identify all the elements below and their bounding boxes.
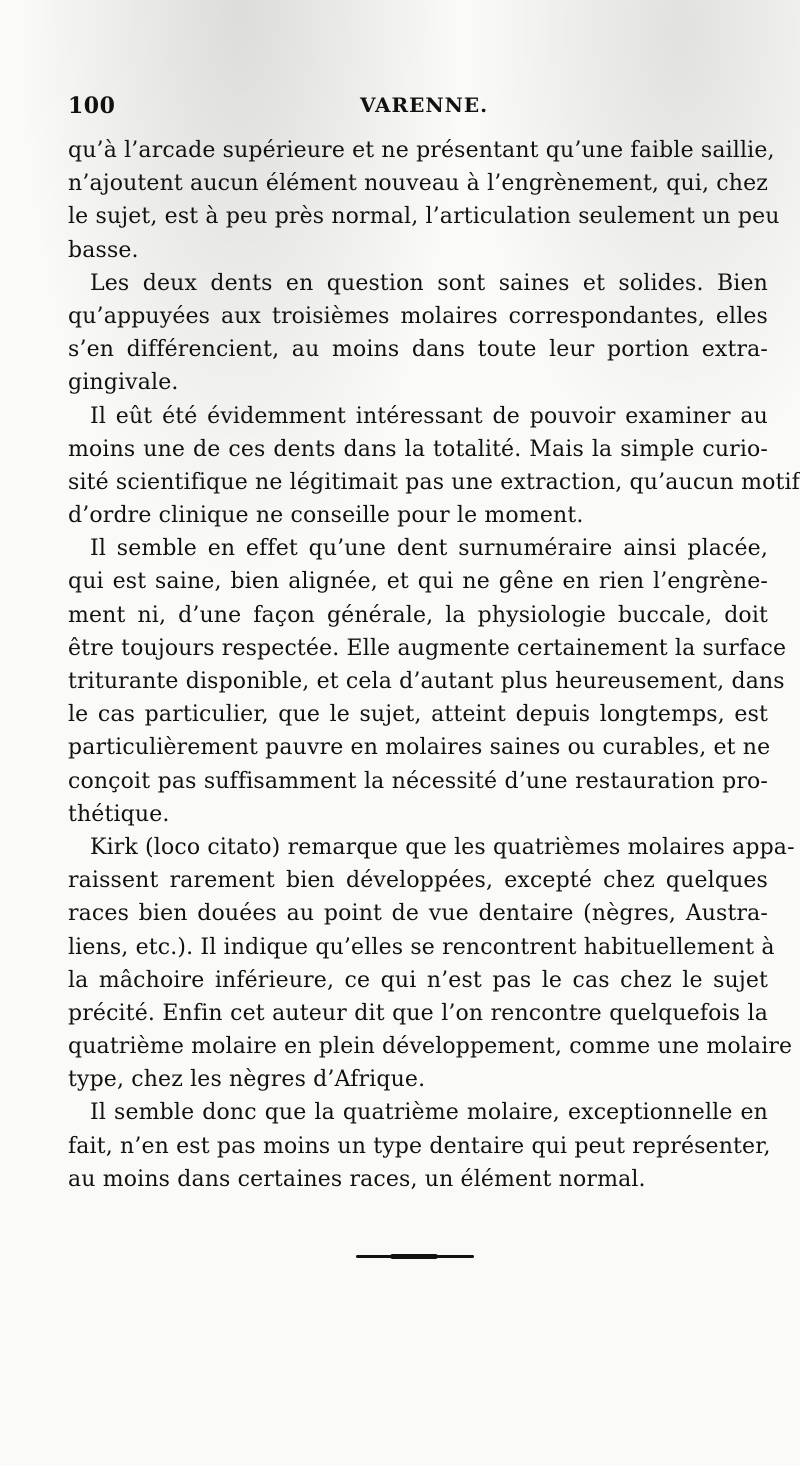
text-line: fait, n’en est pas moins un type dentaire qui peut représenter, [68, 1133, 771, 1159]
text-line: particulièrement pauvre en molaires saines ou curables, et ne [68, 735, 771, 761]
text-line: le cas particulier, que le sujet, atteint depuis longtemps, est [68, 702, 768, 728]
text-line: Kirk (loco citato) remarque que les quatrièmes molaires appa- [90, 834, 795, 860]
text-line: Les deux dents en question sont saines et solides. Bien [90, 270, 768, 296]
text-line: la mâchoire inférieure, ce qui n’est pas le cas chez le sujet [68, 967, 768, 993]
text-line: d’ordre clinique ne conseille pour le moment. [68, 503, 584, 529]
text-line: races bien douées au point de vue dentaire (nègres, Austra- [68, 901, 768, 927]
text-line: raissent rarement bien développées, excepté chez quelques [68, 868, 768, 894]
text-line: Il semble donc que la quatrième molaire, exceptionnelle en [90, 1100, 768, 1126]
text-line: Il semble en effet qu’une dent surnuméraire ainsi placée, [90, 536, 768, 562]
text-line: thétique. [68, 801, 170, 827]
text-line: qui est saine, bien alignée, et qui ne gêne en rien l’engrène- [68, 569, 768, 595]
text-line: basse. [68, 237, 139, 263]
text-line: qu’appuyées aux troisièmes molaires correspondantes, elles [68, 303, 768, 329]
text-line: au moins dans certaines races, un élément normal. [68, 1166, 646, 1192]
text-line: sité scientifique ne légitimait pas une extraction, qu’aucun motif [68, 469, 800, 495]
running-head: VARENNE. [360, 93, 489, 117]
text-line: qu’à l’arcade supérieure et ne présentant qu’une faible saillie, [68, 138, 775, 163]
text-line: n’ajoutent aucun élément nouveau à l’engrènement, qui, chez [68, 171, 768, 197]
text-line: type, chez les nègres d’Afrique. [68, 1067, 426, 1093]
text-line: conçoit pas suffisamment la nécessité d’une restauration pro- [68, 768, 768, 794]
text-line: gingivale. [68, 370, 179, 396]
text-line: être toujours respectée. Elle augmente certainement la surface [68, 635, 787, 661]
body-text [68, 134, 800, 1196]
section-end-rule [356, 1255, 474, 1258]
page-number: 100 [68, 93, 116, 119]
text-line: triturante disponible, et cela d’autant plus heureusement, dans [68, 669, 785, 694]
text-line: Il eût été évidemment intéressant de pouvoir examiner au [90, 403, 768, 429]
text-line: ment ni, d’une façon générale, la physiologie buccale, doit [68, 602, 768, 628]
text-line: liens, etc.). Il indique qu’elles se rencontrent habituellement à [68, 934, 775, 960]
text-line: quatrième molaire en plein développement, comme une molaire [68, 1034, 793, 1060]
text-line: précité. Enfin cet auteur dit que l’on rencontre quelquefois la [68, 1000, 768, 1026]
text-line: le sujet, est à peu près normal, l’articulation seulement un peu [68, 204, 780, 230]
text-line: moins une de ces dents dans la totalité. Mais la simple curio- [68, 436, 768, 462]
text-line: s’en différencient, au moins dans toute leur portion extra- [68, 337, 768, 363]
